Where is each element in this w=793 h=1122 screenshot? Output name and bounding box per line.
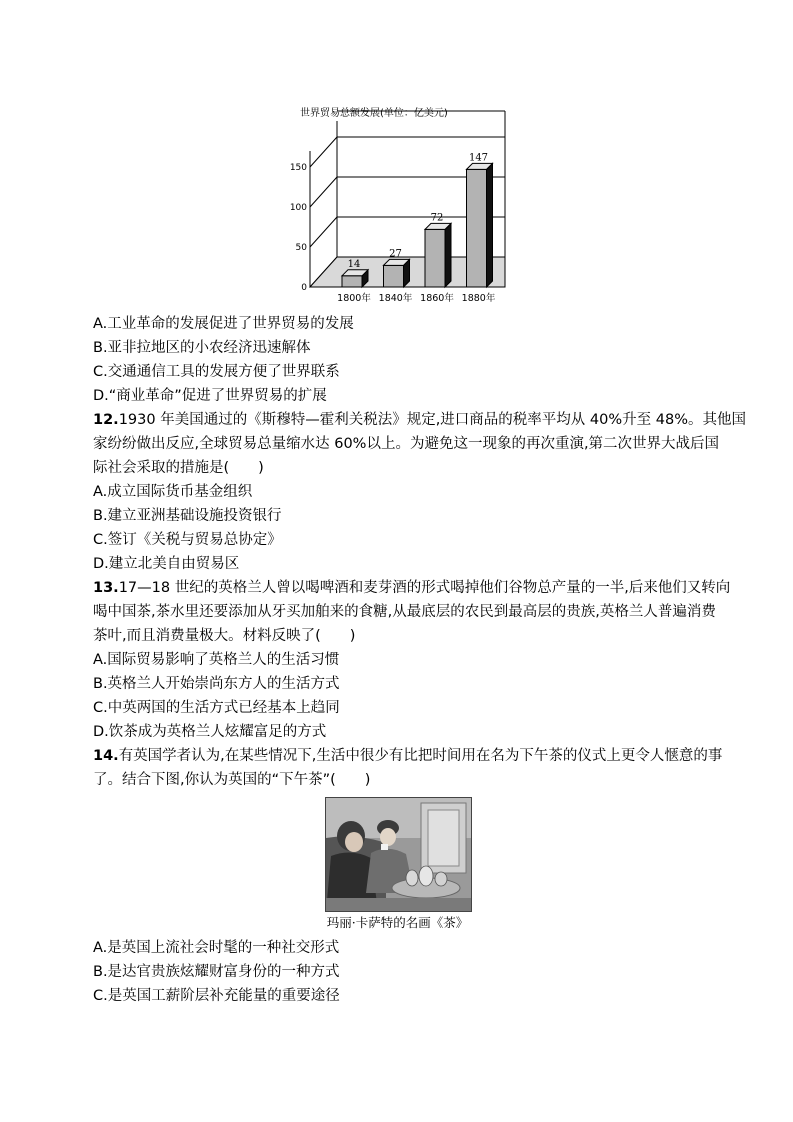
q12-option-d: D.建立北美自由贸易区: [93, 556, 240, 572]
q14-number: 14.: [93, 748, 119, 764]
chart-y-tick-label: 100: [289, 203, 307, 213]
chart-grid-diagonal: [310, 217, 337, 247]
q12-option-a: A.成立国际货币基金组织: [93, 484, 253, 500]
q12-number: 12.: [93, 412, 119, 428]
q13-option-c: C.中英两国的生活方式已经基本上趋同: [93, 700, 340, 716]
chart-x-tick-label: 1840年: [378, 293, 413, 304]
q12-stem-text-1: 1930 年美国通过的《斯穆特—霍利关税法》规定,进口商品的税率平均从 40%升至 48%。其他国: [118, 412, 746, 428]
chart-grid-diagonal: [310, 177, 337, 207]
q13-stem-text-1: 17—18 世纪的英格兰人曾以喝啤酒和麦芽酒的形式喝掉他们谷物总产量的一半,后来他们又转向: [118, 580, 731, 596]
chart-x-tick-label: 1800年: [337, 293, 371, 304]
painting-caption: 玛丽·卡萨特的名画《茶》: [326, 915, 469, 930]
q12-option-c: C.签订《关税与贸易总协定》: [93, 532, 282, 548]
q12-stem-line-2: 家纷纷做出反应,全球贸易总量缩水达 60%以上。为避免这一现象的再次重演,第二次世界大战后国: [93, 436, 720, 452]
chart-bar: [467, 169, 487, 287]
chart-data-label: 72: [430, 212, 444, 224]
chart-bar-side: [445, 223, 451, 287]
q13-number: 13.: [93, 580, 119, 596]
q14-option-c: C.是英国工薪阶层补充能量的重要途径: [93, 988, 340, 1004]
tea-painting-illustration: [326, 798, 471, 911]
q13-option-b: B.英格兰人开始崇尚东方人的生活方式: [93, 676, 340, 692]
chart-data-label: 14: [347, 258, 361, 270]
q12-option-b: B.建立亚洲基础设施投资银行: [93, 508, 282, 524]
q11-option-b: B.亚非拉地区的小农经济迅速解体: [93, 340, 311, 356]
world-trade-chart: [285, 100, 515, 308]
chart-bar: [342, 276, 362, 287]
chart-data-label: 27: [389, 248, 402, 260]
q14-stem-text-1: 有英国学者认为,在某些情况下,生活中很少有比把时间用在名为下午茶的仪式上更令人惬意的事: [118, 748, 723, 764]
chart-grid-diagonal: [310, 137, 337, 167]
chart-y-tick-label: 0: [301, 283, 307, 293]
q11-option-c: C.交通通信工具的发展方便了世界联系: [93, 364, 340, 380]
chart-x-tick-label: 1860年: [420, 293, 454, 304]
chart-y-tick-label: 50: [295, 243, 307, 253]
q14-option-b: B.是达官贵族炫耀财富身份的一种方式: [93, 964, 340, 980]
q12-stem-line-3: 际社会采取的措施是( ): [93, 460, 264, 476]
q13-stem-line-2: 喝中国茶,茶水里还要添加从牙买加舶来的食糖,从最底层的农民到最高层的贵族,英格兰人普遍消费: [93, 604, 716, 620]
chart-bar-side: [487, 163, 493, 287]
q13-option-a: A.国际贸易影响了英格兰人的生活习惯: [93, 652, 340, 668]
chart-title: 世界贸易总额发展(单位：亿美元): [300, 108, 448, 119]
chart-bar: [384, 265, 404, 287]
q14-stem-line-1: [93, 745, 722, 767]
chart-svg: [285, 100, 515, 308]
chart-y-tick-label: 150: [289, 163, 307, 173]
q12-stem-line-1: [93, 409, 746, 431]
q13-stem-line-1: [93, 577, 730, 599]
chart-x-tick-label: 1880年: [461, 293, 496, 304]
tea-painting-image: [325, 797, 472, 912]
q11-option-d: D.“商业革命”促进了世界贸易的扩展: [93, 388, 327, 404]
q13-stem-line-3: 茶叶,而且消费量极大。材料反映了( ): [93, 628, 356, 644]
q13-option-d: D.饮茶成为英格兰人炫耀富足的方式: [93, 724, 327, 740]
chart-bar: [425, 229, 445, 287]
q14-option-a: A.是英国上流社会时髦的一种社交形式: [93, 940, 340, 956]
chart-data-label: 147: [468, 152, 489, 164]
q14-stem-line-2: 了。结合下图,你认为英国的“下午茶”( ): [93, 772, 371, 788]
q11-option-a: A.工业革命的发展促进了世界贸易的发展: [93, 316, 354, 332]
